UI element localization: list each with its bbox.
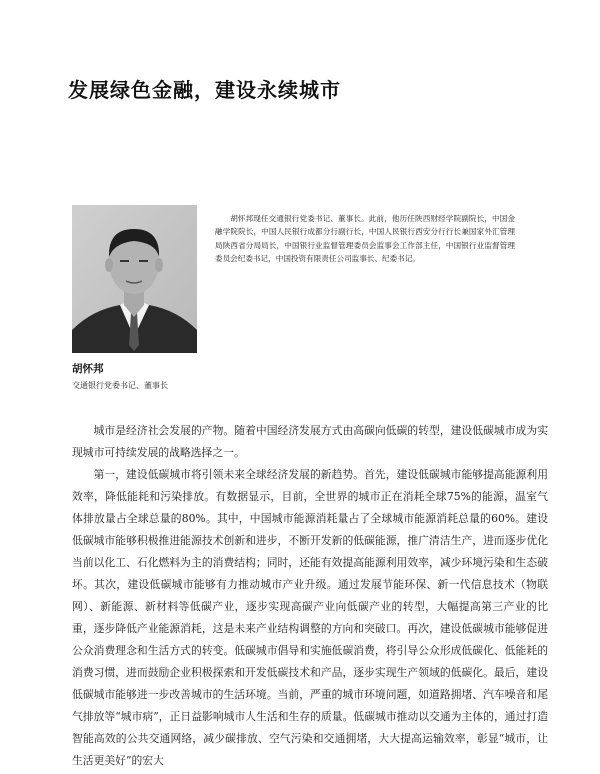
- body-paragraph: 第一，建设低碳城市将引领未来全球经济发展的新趋势。首先，建设低碳城市能够提高能源利用效率，降低能耗和污染排放。有数据显示，目前，全世界的城市正在消耗全球75%的能源，温室气体排放量占全球总量的80%。其中，中国城市能源消耗量占了全球城市能源消耗总量的60%。建设低碳城市能够积极推进能源技术创新和进步，不断开发新的低碳能源，推广清洁生产，进而逐步优化当前以化工、石化燃料为主的消费结构；同时，还能有效提高能源利用效率，减少环境污染和生态破坏。其次，建设低碳城市能够有力推动城市产业升级。通过发展节能环保、新一代信息技术（物联网）、新能源、新材料等低碳产业，逐步实现高碳产业向低碳产业的转型，大幅提高第三产业的比重，逐步降低产业能源消耗，这是未来产业结构调整的方向和突破口。再次，建设低碳城市能够促进公众消费理念和生活方式的转变。低碳城市倡导和实施低碳消费，将引导公众形成低碳化、低能耗的消费习惯，进而鼓励企业积极探索和开发低碳技术和产品，逐步实现生产领域的低碳化。最后，建设低碳城市能够进一步改善城市的生活环境。当前，严重的城市环境问题，如道路拥堵、汽车噪音和尾气排放等“城市病”，正日益影响城市人生活和生存的质量。低碳城市推动以交通为主体的，通过打造智能高效的公共交通网络，减少碳排放、空气污染和交通拥堵，大大提高运输效率，彰显“城市，让生活更美好”的宏大: [72, 468, 548, 767]
- author-name: 胡怀邦: [72, 363, 104, 375]
- author-position: 交通银行党委书记、董事长: [72, 381, 168, 390]
- article-body: [72, 420, 548, 772]
- author-photo: [72, 205, 197, 353]
- author-portrait-image: [72, 205, 197, 353]
- body-paragraph: 城市是经济社会发展的产物。随着中国经济发展方式由高碳向低碳的转型，建设低碳城市成为实现城市可持续发展的战略选择之一。: [72, 424, 548, 459]
- author-bio: 胡怀邦现任交通银行党委书记、董事长。此前，他历任陕西财经学院副院长，中国金融学院院长，中国人民银行成都分行副行长，中国人民银行西安分行行长兼国家外汇管理局陕西省分局局长，中国银行业监督管理委员会监事会工作部主任，中国银行业监督管理委员会纪委书记，中国投资有限责任公司监事长、纪委书记。: [215, 214, 515, 264]
- article-title: 发展绿色金融，建设永续城市: [68, 78, 341, 102]
